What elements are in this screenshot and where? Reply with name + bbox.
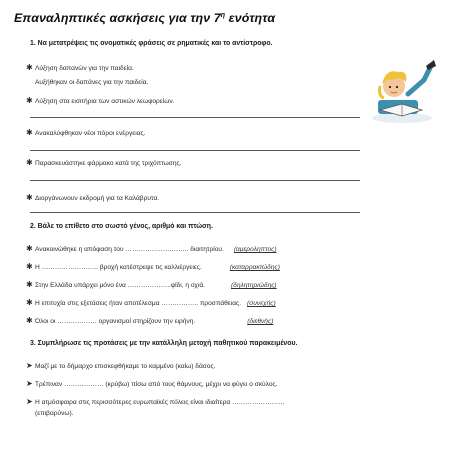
star-bullet-icon: ✱ [26,280,33,289]
hint-word: (αμεροληπτος) [233,246,277,253]
answer-line[interactable] [30,150,360,151]
list-item: ✱ Λύξηση στα εισιτήρια των αστικών λεωφορείων. [26,96,175,105]
arrow-bullet-icon: ➤ [26,379,33,388]
exercise-1-heading: 1. Να μετατρέψεις τις ονοματικές φράσεις σε ρηματικές και το αντίστροφο. [30,40,273,47]
star-bullet-icon: ✱ [26,63,33,72]
list-item: ➤ Τρέπιναν ……………… (κρύβω) πίσω από τους θάμνους, μέχρι να φύγει ο σκύλος. [26,379,278,388]
list-item: ✱ Όλοι οι ……………… οργανισμοί στηρίζουν την ειρήνη. (διεθνής) [26,316,274,325]
list-item: (επιβαρύνω). [35,410,74,417]
list-item: ✱ Ανακοινώθηκε η απόφαση του ……………………….. διαιτητρίου. (αμεροληπτος) [26,244,277,253]
star-bullet-icon: ✱ [26,96,33,105]
list-item: ✱ Λύξηση δαπανών για την παιδεία. [26,63,134,72]
list-item: Αυξήθηκαν οι δαπάνες για την παιδεία. [35,79,149,86]
exercise-3-heading: 3. Συμπλήρωσε τις προτάσεις με την κατάλληλη μετοχή παθητικού παρακειμένου. [30,340,298,347]
list-item: ✱ Διοργάνωνουν εκδρομή για τα Καλάβρυτα. [26,193,160,202]
child-reading-book-icon [364,50,440,126]
star-bullet-icon: ✱ [26,128,33,137]
hint-word: (συνεχής) [247,300,276,307]
arrow-bullet-icon: ➤ [26,397,33,406]
list-item: ✱ Η …………………….. βροχή κατέστρεψε τις καλλιέργειες. (καταρρακτώδης) [26,262,280,271]
answer-line[interactable] [30,117,360,118]
star-bullet-icon: ✱ [26,262,33,271]
star-bullet-icon: ✱ [26,244,33,253]
answer-line[interactable] [30,180,360,181]
star-bullet-icon: ✱ [26,158,33,167]
list-item: ✱ Η επιτυχία στις εξετάσεις ήταν αποτέλεσμα …………….. προσπάθειας. (συνεχής) [26,298,276,307]
star-bullet-icon: ✱ [26,193,33,202]
list-item: ✱ Ανακαλύφθηκαν νέοι πόροι ενέργειας. [26,128,146,137]
answer-line[interactable] [30,212,360,213]
hint-word: (δηλητηριώδης) [230,282,277,289]
list-item: ✱ Στην Ελλάδα υπάρχει μόνο ένα ………………..φίδι, η οχιά. (δηλητηριώδης) [26,280,277,289]
list-item: ➤ Μαζί με το δήμαρχο επισκεφθήκαμε το καμμένο (καίω) δάσος. [26,361,216,370]
page-title: Επαναληπτικές ασκήσεις για την $7^\eta$ ενότητα [14,11,276,25]
hint-word: (καταρρακτώδης) [229,264,280,271]
star-bullet-icon: ✱ [26,316,33,325]
hint-word: (διεθνής) [247,318,274,325]
list-item: ➤ Η ατμόσφαιρα στις περισσότερες ευρωπαϊκές πόλεις είναι ιδιαίτερα …………………… [26,397,285,406]
arrow-bullet-icon: ➤ [26,361,33,370]
star-bullet-icon: ✱ [26,298,33,307]
list-item: ✱ Παρασκευάστηκε φάρμακο κατά της τριχόπτωσης. [26,158,182,167]
exercise-2-heading: 2. Βάλε το επίθετο στο σωστό γένος, αριθμό και πτώση. [30,223,213,230]
